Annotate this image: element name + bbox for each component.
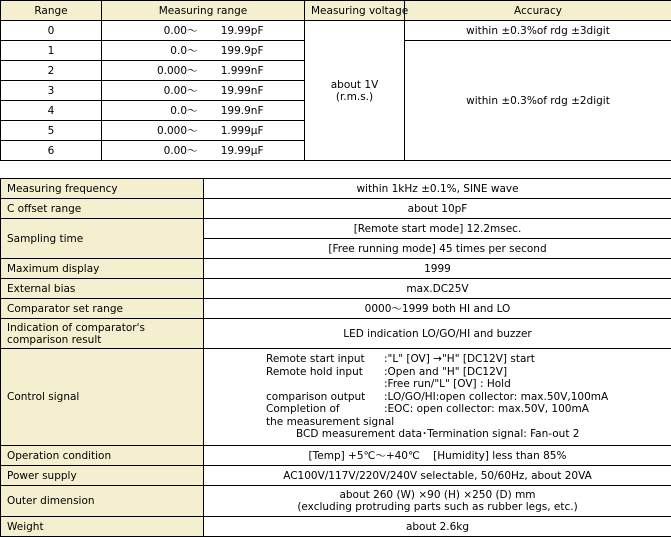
spec-value: [Free running mode] 45 times per second [204, 239, 671, 259]
signal-value: :Free run/"L" [OV] : Hold [384, 378, 511, 391]
spec-value: within 1kHz ±0.1%, SINE wave [204, 179, 671, 199]
spec-row-control-signal [1, 349, 671, 446]
spec-row-comparator-range [1, 299, 671, 319]
signal-key: Remote hold input [266, 366, 384, 379]
voltage-value: about 1V [311, 79, 398, 91]
measuring-voltage-cell [305, 21, 405, 161]
signal-key: Remote start input [266, 353, 384, 366]
control-signal-value [204, 349, 671, 446]
spec-value: about 2.6kg [204, 517, 671, 537]
spec-table [0, 178, 671, 537]
range-from: 0.000～ [143, 123, 198, 138]
range-cell: 2 [1, 61, 102, 81]
header-accuracy: Accuracy [405, 1, 671, 21]
signal-value: :"L" [OV] →"H" [DC12V] start [384, 353, 535, 366]
table-row [1, 21, 671, 41]
bcd-line: BCD measurement data･Termination signal: Fan-out 2 [266, 428, 671, 441]
range-to: 19.99nF [198, 85, 264, 97]
signal-key: comparison output [266, 391, 384, 404]
range-from: 0.0～ [143, 43, 198, 58]
spec-value: about 10pF [204, 199, 671, 219]
range-from: 0.000～ [143, 63, 198, 78]
range-from: 0.00～ [143, 23, 198, 38]
signal-value: :LO/GO/HI:open collector: max.50V,100mA [384, 391, 608, 404]
spec-label: Power supply [1, 466, 204, 486]
range-cell: 5 [1, 121, 102, 141]
spec-label: Operation condition [1, 446, 204, 466]
accuracy-range0: within ±0.3%of rdg ±3digit [405, 21, 671, 41]
spec-label [1, 319, 204, 349]
spec-value: 0000～1999 both HI and LO [204, 299, 671, 319]
range-cell: 4 [1, 101, 102, 121]
spec-label-line: Indication of comparator's [7, 322, 197, 334]
spec-value [204, 486, 671, 517]
spec-value: 1999 [204, 259, 671, 279]
accuracy-other: within ±0.3%of rdg ±2digit [405, 41, 671, 161]
range-to: 1.999nF [198, 65, 264, 77]
spec-row-max-display [1, 259, 671, 279]
header-measuring-range: Measuring range [102, 1, 305, 21]
spec-value: [Temp] +5℃～+40℃ [Humidity] less than 85% [204, 446, 671, 466]
range-cell: 0 [1, 21, 102, 41]
spec-label-line: comparison result [7, 334, 197, 346]
header-measuring-voltage: Measuring voltage [305, 1, 405, 21]
spec-value: max.DC25V [204, 279, 671, 299]
spec-row-external-bias [1, 279, 671, 299]
spec-row-weight [1, 517, 671, 537]
spec-row-outer-dimension [1, 486, 671, 517]
range-cell: 3 [1, 81, 102, 101]
spec-label: Sampling time [1, 219, 204, 259]
signal-key: Completion of [266, 403, 384, 416]
dimension-line: about 260 (W) ×90 (H) ×250 (D) mm [210, 489, 665, 501]
range-table [0, 0, 671, 161]
spec-label: Comparator set range [1, 299, 204, 319]
spec-label: Measuring frequency [1, 179, 204, 199]
header-range: Range [1, 1, 102, 21]
spec-row-operation-condition [1, 446, 671, 466]
spec-label: Maximum display [1, 259, 204, 279]
voltage-unit: (r.m.s.) [311, 91, 398, 103]
range-from: 0.00～ [143, 143, 198, 158]
spec-row-comparator-indication [1, 319, 671, 349]
spec-label: Control signal [1, 349, 204, 446]
range-cell: 1 [1, 41, 102, 61]
spec-label: Outer dimension [1, 486, 204, 517]
signal-value: :EOC: open collector: max.50V, 100mA [384, 403, 589, 416]
spec-value: LED indication LO/GO/HI and buzzer [204, 319, 671, 349]
range-from: 0.00～ [143, 83, 198, 98]
range-to: 199.9nF [198, 105, 264, 117]
spec-row-sampling-1 [1, 219, 671, 239]
signal-value: :Open and "H" [DC12V] [384, 366, 507, 379]
range-cell: 6 [1, 141, 102, 161]
spec-value: AC100V/117V/220V/240V selectable, 50/60Hz, about 20VA [204, 466, 671, 486]
range-to: 19.99μF [198, 145, 264, 157]
signal-key: the measurement signal [266, 416, 384, 429]
spec-label: Weight [1, 517, 204, 537]
spec-value: [Remote start mode] 12.2msec. [204, 219, 671, 239]
signal-key [266, 378, 384, 391]
spec-row-c-offset [1, 199, 671, 219]
range-to: 1.999μF [198, 125, 264, 137]
spec-label: C offset range [1, 199, 204, 219]
spec-row-power-supply [1, 466, 671, 486]
spec-label: External bias [1, 279, 204, 299]
range-to: 19.99pF [198, 25, 264, 37]
range-from: 0.0～ [143, 103, 198, 118]
range-to: 199.9pF [198, 45, 264, 57]
spec-row-frequency [1, 179, 671, 199]
dimension-note: (excluding protruding parts such as rubber legs, etc.) [210, 501, 665, 513]
